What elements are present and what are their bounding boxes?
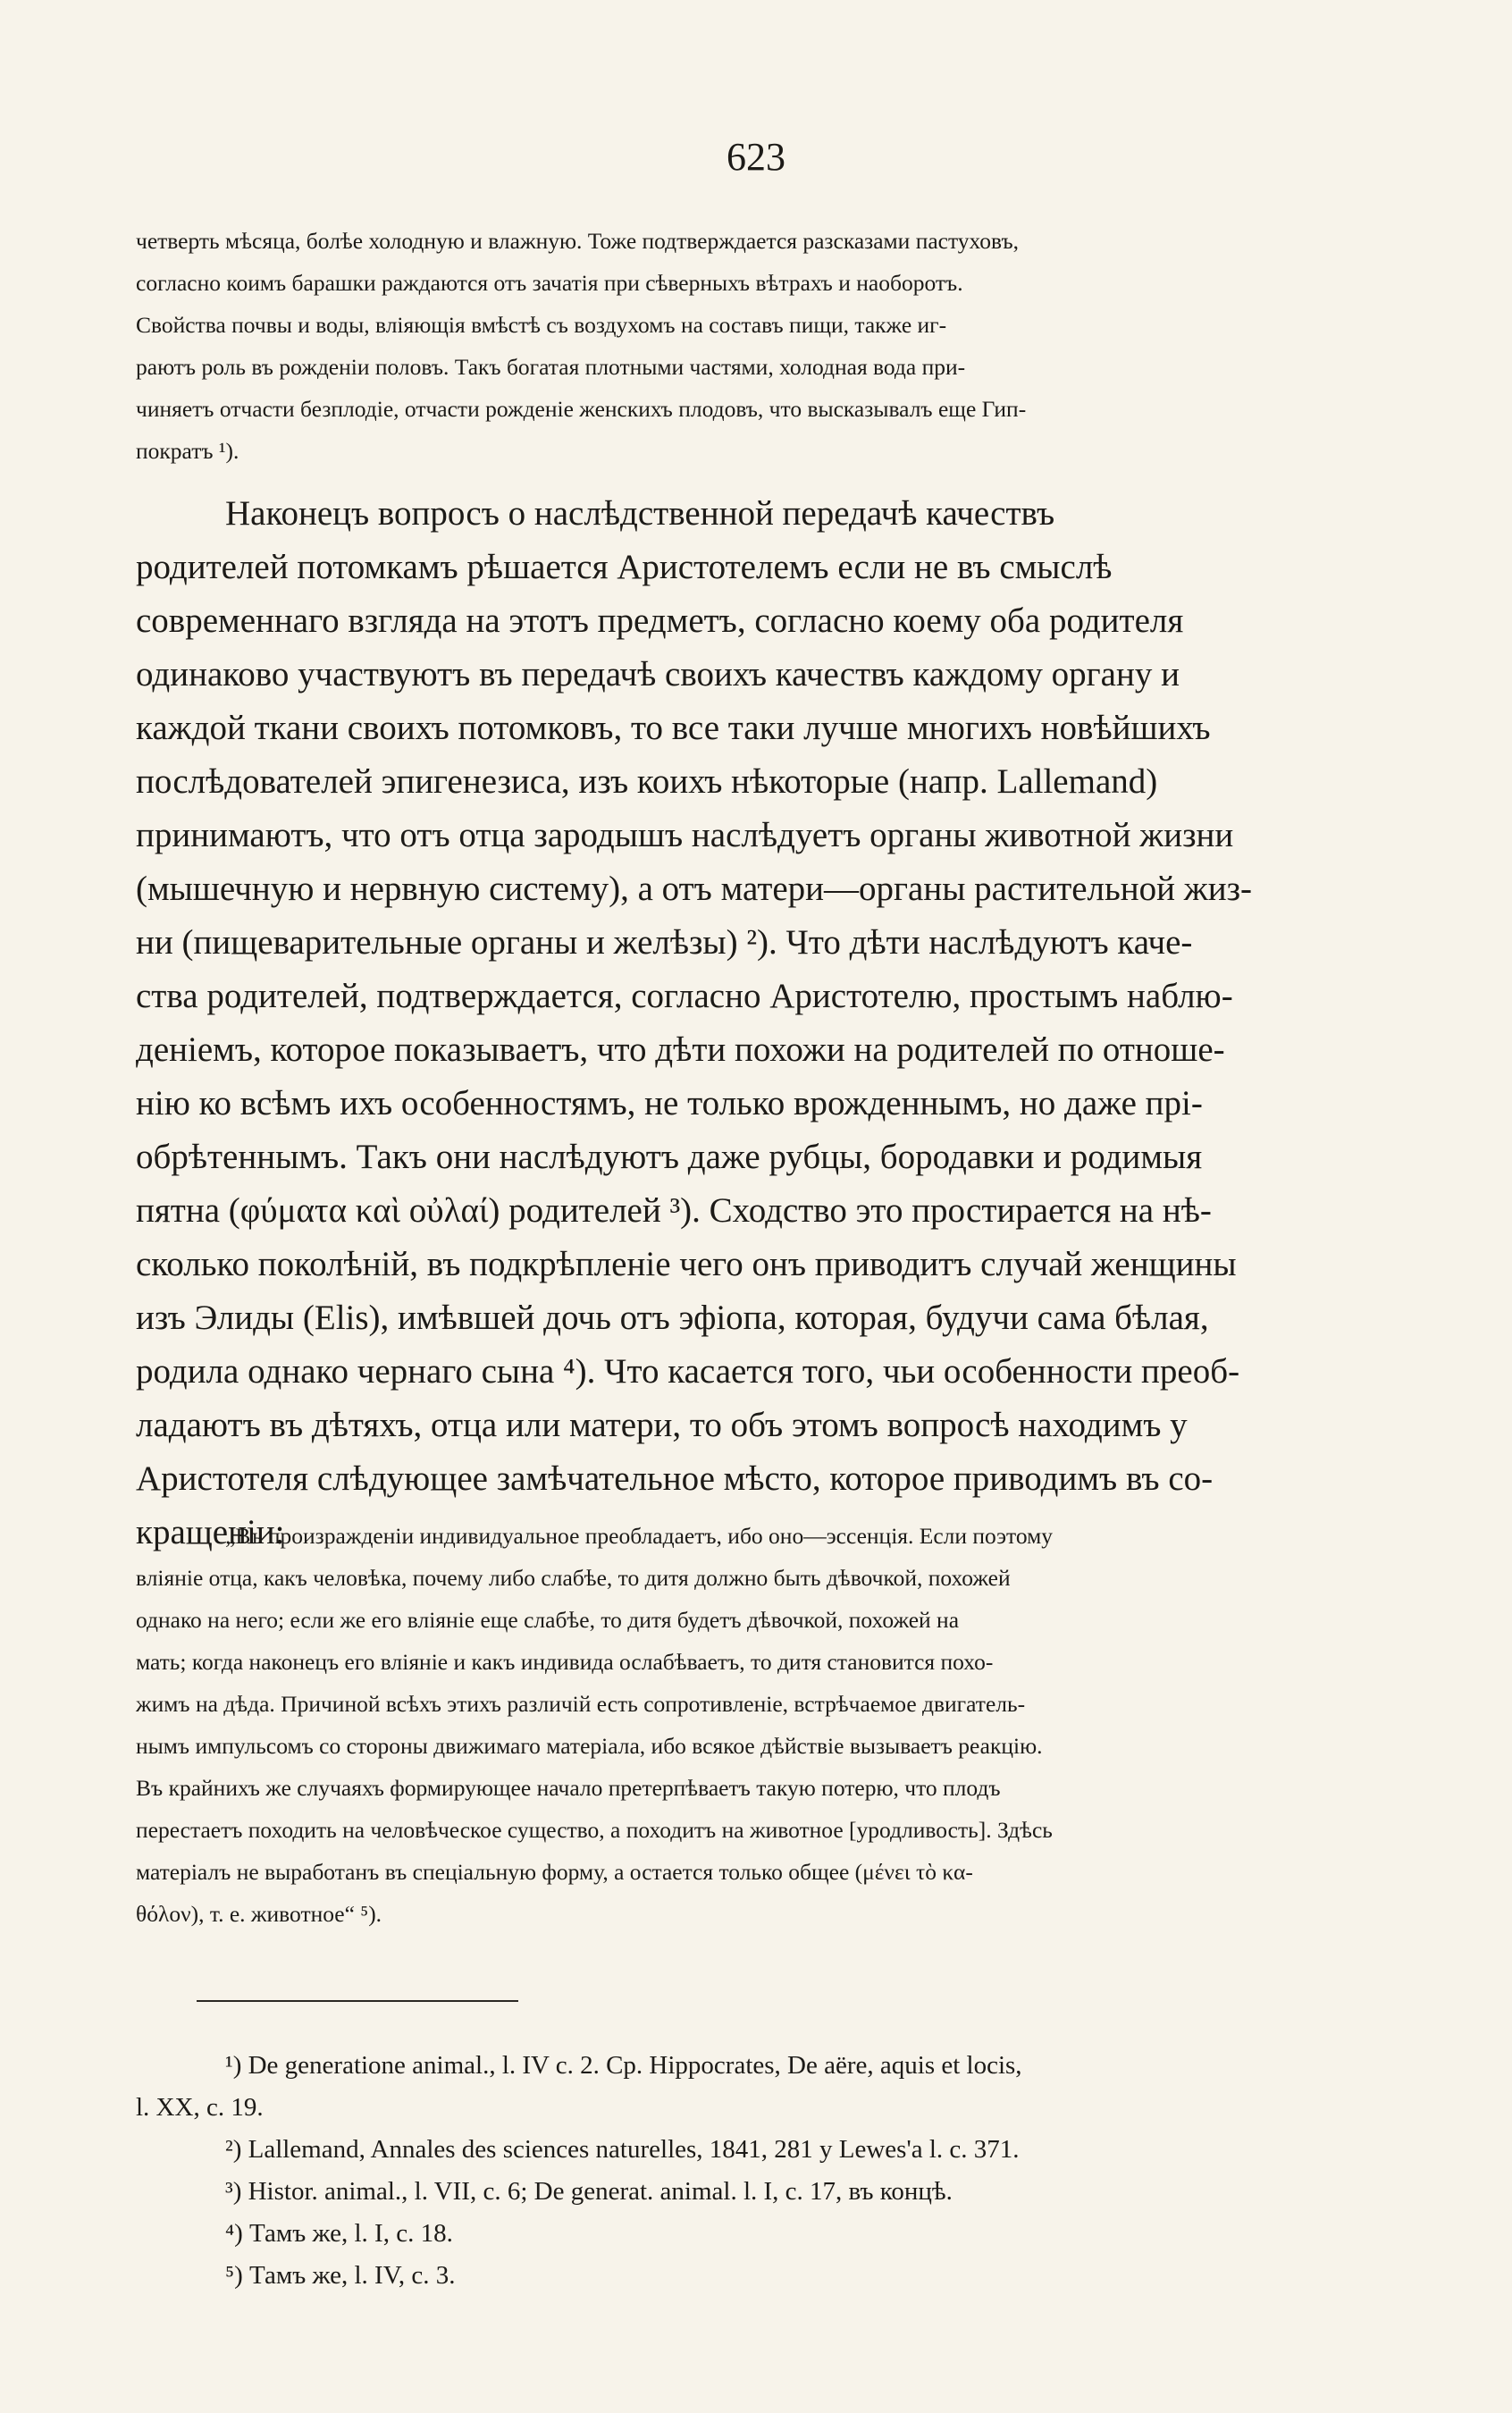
text-line: жимъ на дѣда. Причиной всѣхъ этихъ различій есть сопротивленіе, встрѣчаемое двигатель-	[136, 1691, 1026, 1717]
text-line: нію ко всѣмъ ихъ особенностямъ, не только врожденнымъ, но даже прі-	[136, 1084, 1203, 1122]
quotation-block	[136, 1515, 1414, 1935]
text-line: одинаково участвуютъ въ передачѣ своихъ качествъ каждому органу и	[136, 655, 1180, 694]
footnote: ⁴) Тамъ же, l. I, c. 18.	[225, 2219, 453, 2248]
text-line: каждой ткани своихъ потомковъ, то все таки лучше многихъ новѣйшихъ	[136, 709, 1211, 747]
text-line: обрѣтеннымъ. Такъ они наслѣдуютъ даже рубцы, бородавки и родимыя	[136, 1138, 1203, 1176]
text-line: Наконецъ вопросъ о наслѣдственной передачѣ качествъ	[225, 494, 1055, 533]
text-line: принимаютъ, что отъ отца зародышъ наслѣдуетъ органы животной жизни	[136, 816, 1234, 854]
text-line: перестаетъ походить на человѣческое существо, а походитъ на животное [уродливость]. Здѣсь	[136, 1817, 1053, 1843]
footnote: l. XX, c. 19.	[136, 2093, 264, 2122]
text-line: θόλον), т. е. животное“ ⁵).	[136, 1901, 382, 1927]
text-line: матеріалъ не выработанъ въ спеціальную форму, а остается только общее (μένει τὸ κα-	[136, 1859, 973, 1885]
footnote: ¹) De generatione animal., l. IV c. 2. Cp. Hippocrates, De aëre, aquis et locis,	[225, 2051, 1022, 2080]
text-line: пократъ ¹).	[136, 438, 239, 464]
main-paragraph	[136, 487, 1414, 1560]
text-line: родителей потомкамъ рѣшается Аристотелемъ если не въ смыслѣ	[136, 548, 1113, 586]
text-line: кращеніи:	[136, 1513, 285, 1551]
text-line: согласно коимъ барашки раждаются отъ зачатія при сѣверныхъ вѣтрахъ и наоборотъ.	[136, 270, 963, 296]
text-line: ства родителей, подтверждается, согласно Аристотелю, простымъ наблю-	[136, 977, 1233, 1015]
footnote: ²) Lallemand, Annales des sciences naturelles, 1841, 281 y Lewes'a l. c. 371.	[225, 2135, 1020, 2164]
text-line: однако на него; если же его вліяніе еще слабѣе, то дитя будетъ дѣвочкой, похожей на	[136, 1607, 960, 1633]
text-line: четверть мѣсяца, болѣе холодную и влажную. Тоже подтверждается разсказами пастуховъ,	[136, 228, 1020, 254]
text-line: деніемъ, которое показываетъ, что дѣти похожи на родителей по отноше-	[136, 1030, 1225, 1069]
text-line: Въ крайнихъ же случаяхъ формирующее начало претерпѣваетъ такую потерю, что плодъ	[136, 1775, 1001, 1801]
text-line: вліяніе отца, какъ человѣка, почему либо слабѣе, то дитя должно быть дѣвочкой, похожей	[136, 1565, 1011, 1591]
footnote-divider	[197, 2000, 518, 2002]
text-line: сколько поколѣній, въ подкрѣпленіе чего онъ приводитъ случай женщины	[136, 1245, 1237, 1283]
text-line: ладаютъ въ дѣтяхъ, отца или матери, то объ этомъ вопросѣ находимъ у	[136, 1406, 1188, 1444]
footnote: ³) Histor. animal., l. VII, c. 6; De generat. animal. l. I, c. 17, въ концѣ.	[225, 2177, 953, 2206]
text-line: современнаго взгляда на этотъ предметъ, согласно коему оба родителя	[136, 601, 1184, 640]
text-line: Аристотеля слѣдующее замѣчательное мѣсто, которое приводимъ въ со-	[136, 1459, 1214, 1498]
footnotes	[136, 2045, 1414, 2297]
text-line: изъ Элиды (Elis), имѣвшей дочь отъ эфіопа, которая, будучи сама бѣлая,	[136, 1299, 1209, 1337]
text-line: мать; когда наконецъ его вліяніе и какъ индивида ослабѣваетъ, то дитя становится похо-	[136, 1649, 994, 1675]
text-line: нымъ импульсомъ со стороны движимаго матеріала, ибо всякое дѣйствіе вызываетъ реакцію.	[136, 1733, 1043, 1759]
text-line: ни (пищеварительные органы и желѣзы) ²). Что дѣти наслѣдуютъ каче-	[136, 923, 1193, 962]
text-line: (мышечную и нервную систему), а отъ матери—органы растительной жиз-	[136, 870, 1253, 908]
text-line: пятна (φύματα καὶ οὐλαί) родителей ³). Сходство это простирается на нѣ-	[136, 1191, 1212, 1230]
footnote: ⁵) Тамъ же, l. IV, c. 3.	[225, 2261, 456, 2290]
text-line: „Въ произражденіи индивидуальное преобладаетъ, ибо оно—эссенція. Если поэтому	[225, 1523, 1054, 1549]
text-line: чиняетъ отчасти безплодіе, отчасти рожденіе женскихъ плодовъ, что высказывалъ еще Гип-	[136, 396, 1027, 422]
text-line: раютъ роль въ рожденіи половъ. Такъ богатая плотными частями, холодная вода при-	[136, 354, 966, 380]
text-line: родила однако чернаго сына ⁴). Что касается того, чьи особенности преоб-	[136, 1352, 1240, 1391]
page-number: 623	[727, 135, 785, 179]
top-paragraph	[136, 220, 1414, 472]
text-line: послѣдователей эпигенезиса, изъ коихъ нѣкоторые (напр. Lallemand)	[136, 762, 1158, 801]
text-line: Свойства почвы и воды, вліяющія вмѣстѣ съ воздухомъ на составъ пищи, также иг-	[136, 312, 947, 338]
